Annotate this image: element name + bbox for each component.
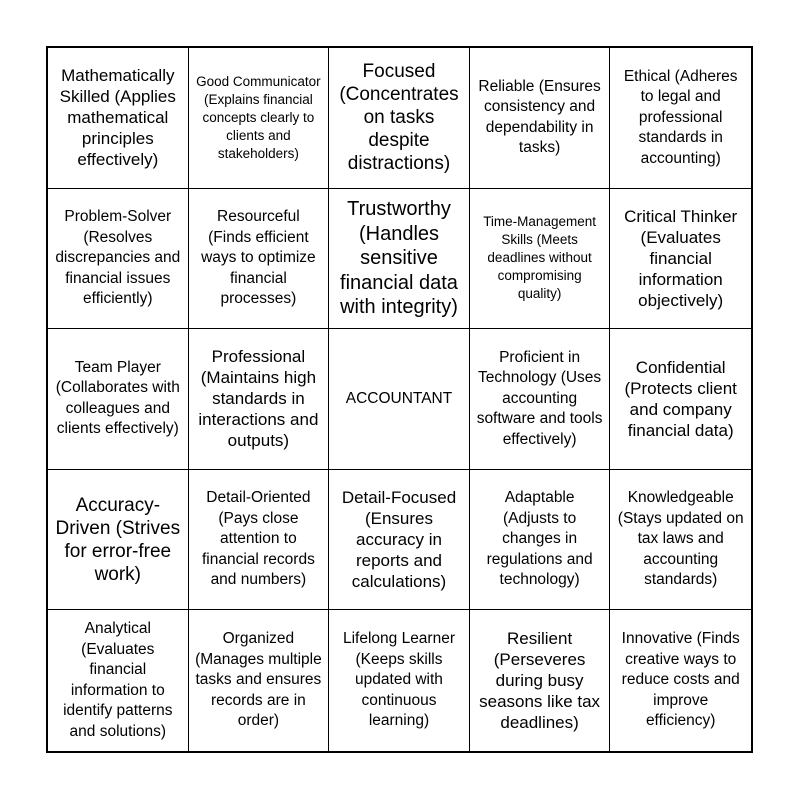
bingo-cell [470, 189, 611, 330]
bingo-cell [470, 48, 611, 189]
cell-text: Lifelong Learner (Keeps skills updated with continuous learning) [342, 630, 455, 730]
cell-text: Adaptable (Adjusts to changes in regulations and technology) [486, 489, 593, 589]
cell-text: Ethical (Adheres to legal and professional standards in accounting) [623, 67, 738, 167]
bingo-cell [48, 189, 189, 330]
cell-text: Confidential (Protects client and company financial data) [624, 357, 737, 440]
cell-text: Mathematically Skilled (Applies mathematical principles effectively) [59, 66, 176, 170]
cell-text: Professional (Maintains high standards in interactions and outputs) [198, 347, 319, 451]
bingo-cell [329, 470, 470, 611]
bingo-cell [48, 329, 189, 470]
free-space-cell [329, 329, 470, 470]
bingo-cell [189, 610, 330, 751]
bingo-board [46, 46, 753, 753]
cell-text: Critical Thinker (Evaluates financial information objectively) [624, 206, 738, 310]
bingo-cell [610, 48, 751, 189]
bingo-cell [329, 610, 470, 751]
bingo-cell [329, 48, 470, 189]
cell-text: Trustworthy (Handles sensitive financial data with integrity) [340, 198, 458, 319]
bingo-cell [48, 48, 189, 189]
cell-text: Focused (Concentrates on tasks despite distractions) [339, 61, 459, 175]
cell-text: Accuracy-Driven (Strives for error-free work) [55, 494, 181, 585]
cell-text: Team Player (Collaborates with colleagues and clients effectively) [55, 358, 180, 438]
cell-text: Reliable (Ensures consistency and dependability in tasks) [478, 77, 601, 157]
cell-text: Detail-Oriented (Pays close attention to financial records and numbers) [201, 489, 315, 589]
bingo-cell [189, 470, 330, 611]
free-space-label: ACCOUNTANT [345, 389, 453, 407]
bingo-cell [189, 189, 330, 330]
cell-text: Time-Management Skills (Meets deadlines without compromising quality) [483, 214, 596, 302]
cell-text: Knowledgeable (Stays updated on tax laws and accounting standards) [617, 489, 744, 589]
bingo-cell [189, 48, 330, 189]
cell-text: Good Communicator (Explains financial concepts clearly to clients and stakeholders) [196, 73, 321, 161]
bingo-cell [610, 610, 751, 751]
bingo-cell [48, 610, 189, 751]
bingo-cell [329, 189, 470, 330]
bingo-cell [189, 329, 330, 470]
bingo-cell [610, 189, 751, 330]
bingo-cell [470, 329, 611, 470]
bingo-cell [610, 470, 751, 611]
cell-text: Innovative (Finds creative ways to reduce costs and improve efficiency) [621, 630, 740, 730]
cell-text: Problem-Solver (Resolves discrepancies and financial issues efficiently) [55, 208, 181, 308]
bingo-cell [48, 470, 189, 611]
cell-text: Analytical (Evaluates financial information to identify patterns and solutions) [63, 620, 173, 740]
cell-text: Resourceful (Finds efficient ways to optimize financial processes) [201, 208, 316, 308]
cell-text: Resilient (Perseveres during busy seasons like tax deadlines) [479, 629, 601, 733]
bingo-cell [610, 329, 751, 470]
bingo-cell [470, 610, 611, 751]
cell-text: Detail-Focused (Ensures accuracy in reports and calculations) [341, 488, 457, 592]
bingo-cell [470, 470, 611, 611]
cell-text: Organized (Manages multiple tasks and ensures records are in order) [195, 630, 322, 730]
cell-text: Proficient in Technology (Uses accounting software and tools effectively) [476, 348, 603, 448]
